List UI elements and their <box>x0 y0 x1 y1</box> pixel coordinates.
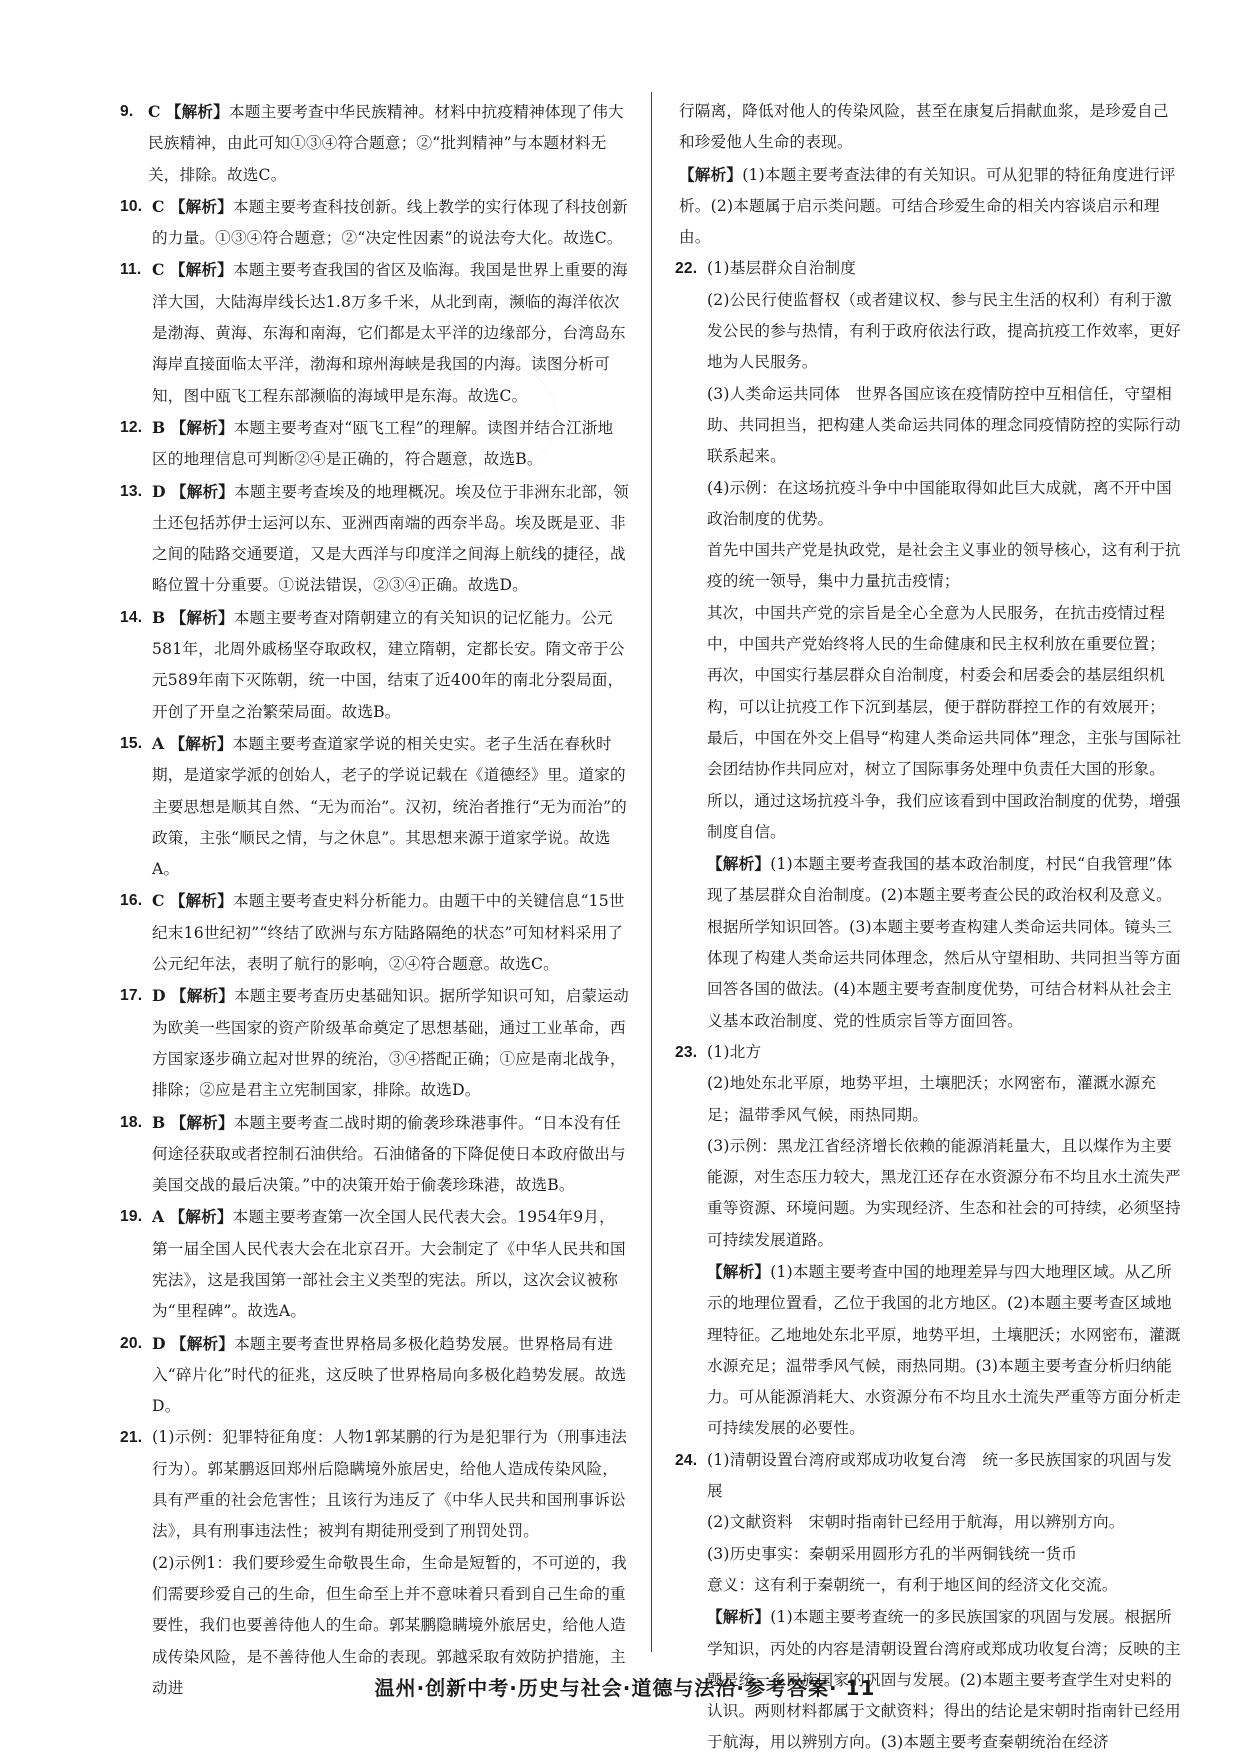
answer-text: 再次，中国实行基层群众自治制度，村委会和居委会的基层组织机构，可以让抗疫工作下沉到基层，便于群防群控工作的有效展开； <box>707 666 1166 716</box>
answer-22-part2 <box>679 285 1184 379</box>
answer-text: (1)示例：犯罪特征角度：人物1郭某鹏的行为是犯罪行为（刑事违法行为）。郭某鹏返回郑州后隐瞒境外旅居史，给他人造成传染风险，具有严重的社会危害性；且该行为违反了《中华人民共和国刑事诉讼法》，具有刑事违法性；被判有期徒刑受到了刑罚处罚。 <box>152 1428 628 1541</box>
answer-item-11 <box>120 254 629 411</box>
answer-letter: D <box>152 481 166 501</box>
answer-24-part3 <box>679 1539 1184 1570</box>
answer-22-analysis <box>679 848 1184 1037</box>
answer-text: (1)本题主要考查中国的地理差异与四大地理区域。从乙所示的地理位置看，乙位于我国的北方地区。(2)本题主要考查区域地理特征。乙地地处东北平原，地势平坦，土壤肥沃；水网密布，灌溉水源充足；温带季风气候，雨热同期。(3)本题主要考查分析归纳能力。可从能源消耗大、水资源分布不均且水土流失严重等方面分析走可持续发展的必要性。 <box>707 1262 1181 1438</box>
answer-item-9 <box>120 96 629 191</box>
question-number: 21. <box>120 1429 143 1447</box>
analysis-tag: 【解析】 <box>707 1261 771 1281</box>
question-number: 16. <box>120 892 143 910</box>
answer-letter: C <box>152 196 165 216</box>
question-number: 22. <box>675 260 698 278</box>
answer-text: 本题主要考查历史基础知识。据所学知识可知，启蒙运动为欧美一些国家的资产阶级革命奠定了思想基础，通过工业革命，西方国家逐步确立起对世界的统治，③④搭配正确；①应是南北战争，排除；②应是君主立宪制国家，排除。故选D。 <box>152 987 629 1100</box>
question-number: 10. <box>120 197 143 215</box>
answer-item-24 <box>675 1445 1184 1508</box>
answer-23-part3 <box>679 1131 1184 1256</box>
question-number: 20. <box>120 1334 143 1352</box>
analysis-tag: 【解析】 <box>169 1207 233 1227</box>
answer-text: 行隔离，降低对他人的传染风险，甚至在康复后捐献血浆，是珍爱自己和珍爱他人生命的表现。 <box>679 102 1169 152</box>
answer-22-part3 <box>679 379 1184 473</box>
answer-item-21 <box>120 1422 629 1547</box>
right-column <box>675 96 1184 1759</box>
answer-text: 本题主要考查我国的省区及临海。我国是世界上重要的海洋大国，大陆海岸线长达1.8万多千米，从北到南，濒临的海洋依次是渤海、黄海、东海和南海，它们都是太平洋的边缘部分，台湾岛东海岸直接面临太平洋，渤海和琼州海峡是我国的内海。读图分析可知，图中瓯飞工程东部濒临的海域甲是东海。故选C。 <box>152 261 628 405</box>
answer-text: 本题主要考查中华民族精神。材料中抗疫精神体现了伟大民族精神，由此可知①③④符合题意；②“批判精神”与本题材料无关，排除。故选C。 <box>148 103 624 184</box>
answer-text: 其次，中国共产党的宗旨是全心全意为人民服务，在抗击疫情过程中，中国共产党始终将人民的生命健康和民主权利放在重要位置； <box>707 603 1166 654</box>
analysis-tag: 【解析】 <box>170 607 234 627</box>
answer-text: 本题主要考查对“瓯飞工程”的理解。读图并结合江浙地区的地理信息可判断②④是正确的，符合题意，故选B。 <box>152 418 614 469</box>
answer-text: 本题主要考查世界格局多极化趋势发展。世界格局有进入“碎片化”时代的征兆，这反映了世界格局向多极化趋势发展。故选D。 <box>152 1334 627 1416</box>
answer-text: (2)示例1：我们要珍爱生命敬畏生命，生命是短暂的，不可逆的，我们需要珍爱自己的生命，但生命至上并不意味着只看到自己生命的重要性，我们也要善待他人的生命。郭某鹏隐瞒境外旅居史，给他人造成传染风险，是不善待他人生命的表现。郭越采取有效防护措施，主动进 <box>152 1553 628 1697</box>
question-number: 19. <box>120 1208 143 1226</box>
answer-22-last <box>679 723 1184 786</box>
analysis-tag: 【解析】 <box>169 260 233 280</box>
question-number: 11. <box>120 261 142 279</box>
answer-letter: C <box>148 102 161 121</box>
answer-letter: C <box>152 891 165 911</box>
answer-letter: B <box>152 417 166 437</box>
analysis-tag: 【解析】 <box>707 1607 771 1627</box>
answer-item-13 <box>120 476 629 602</box>
answer-letter: D <box>152 1333 166 1353</box>
question-number: 18. <box>120 1113 143 1131</box>
question-number: 14. <box>120 608 143 626</box>
answer-22-second <box>679 598 1184 661</box>
answer-text: (3)人类命运共同体 世界各国应该在疫情防控中互相信任，守望相助、共同担当，把构建人类命运共同体的理念同疫情防控的实际行动联系起来。 <box>707 384 1181 466</box>
answer-item-17 <box>120 980 629 1106</box>
answer-text: 所以，通过这场抗疫斗争，我们应该看到中国政治制度的优势，增强制度自信。 <box>707 791 1181 841</box>
answer-24-part2 <box>679 1507 1184 1538</box>
answer-text: (1)北方 <box>707 1042 762 1061</box>
question-number: 24. <box>675 1451 698 1469</box>
answer-text: 本题主要考查道家学说的相关史实。老子生活在春秋时期，是道家学派的创始人，老子的学说记载在《道德经》里。道家的主要思想是顺其自然、“无为而治”。汉初，统治者推行“无为而治”的政策，主张“顺民之情，与之休息”。其思想来源于道家学说。故选A。 <box>152 734 627 879</box>
question-number: 13. <box>120 482 143 500</box>
answer-22-conclusion <box>679 786 1184 849</box>
answer-text: (2)文献资料 宋朝时指南针已经用于航海，用以辨别方向。 <box>707 1513 1125 1532</box>
answer-text: (3)示例：黑龙江省经济增长依赖的能源消耗量大，且以煤作为主要能源，对生态压力较大，黑龙江还存在水资源分布不均且水土流失严重等资源、环境问题。为实现经济、生态和社会的可持续，必须坚持可持续发展道路。 <box>707 1136 1181 1249</box>
column-divider <box>651 92 652 1652</box>
answer-22-first <box>679 535 1184 598</box>
answer-letter: A <box>152 733 165 753</box>
answer-letter: D <box>152 986 166 1006</box>
analysis-tag: 【解析】 <box>170 1333 235 1353</box>
answer-text: (1)本题主要考查统一的多民族国家的巩固与发展。根据所学知识，丙处的内容是清朝设置台湾府或郑成功收复台湾；反映的主题是统一多民族国家的巩固与发展。(2)本题主要考查学生对史料的认识。两则材料都属于文献资料；得出的结论是宋朝时指南针已经用于航海，用以辨别方向。(3)本题主要考查秦朝统治在经济 <box>707 1608 1181 1752</box>
question-number: 17. <box>120 987 143 1005</box>
answer-item-10 <box>120 191 629 255</box>
answer-23-analysis <box>679 1256 1184 1445</box>
answer-text: 首先中国共产党是执政党，是社会主义事业的领导核心，这有利于抗疫的统一领导，集中力量抗击疫情； <box>707 541 1181 591</box>
answer-24-meaning <box>679 1570 1184 1601</box>
answer-23-part2 <box>679 1068 1184 1131</box>
page-footer: 温州·创新中考·历史与社会·道德与法治·参考答案· 11 <box>374 1676 876 1700</box>
question-number: 23. <box>675 1043 698 1061</box>
question-number: 15. <box>120 734 143 752</box>
answer-text: 最后，中国在外交上倡导“构建人类命运共同体”理念，主张与国际社会团结协作共同应对，树立了国际事务处理中负责任大国的形象。 <box>707 728 1182 779</box>
answer-text: (2)地处东北平原，地势平坦，土壤肥沃；水网密布，灌溉水源充足；温带季风气候，雨热同期。 <box>707 1074 1157 1124</box>
answer-text: (1)本题主要考查我国的基本政治制度，村民“自我管理”体现了基层群众自治制度。(2)本题主要考查公民的政治权利及意义。根据所学知识回答。(3)本题主要考查构建人类命运共同体。镜头三体现了构建人类命运共同体理念，然后从守望相助、共同担当等方面回答各国的做法。(4)本题主要考查制度优势，可结合材料从社会主义基本政治制度、党的性质宗旨等方面回答。 <box>707 855 1181 1030</box>
answer-22-part4 <box>679 473 1184 536</box>
answer-item-14 <box>120 602 629 728</box>
answer-text: (1)基层群众自治制度 <box>707 259 857 278</box>
answer-22-third <box>679 660 1184 723</box>
answer-text: 本题主要考查埃及的地理概况。埃及位于非洲东北部，领土还包括苏伊士运河以东、亚洲西南端的西奈半岛。埃及既是亚、非之间的陆路交通要道，又是大西洋与印度洋之间海上航线的捷径，战略位置十分重要。①说法错误，②③④正确。故选D。 <box>152 482 629 595</box>
answer-item-22 <box>675 253 1184 284</box>
answer-item-18 <box>120 1107 629 1202</box>
answer-text: 本题主要考查对隋朝建立的有关知识的记忆能力。公元581年，北周外戚杨坚夺取政权，建立隋朝，定都长安。隋文帝于公元589年南下灭陈朝，统一中国，结束了近400年的南北分裂局面，开创了开皇之治繁荣局面。故选B。 <box>152 608 625 721</box>
analysis-tag: 【解析】 <box>169 733 233 753</box>
answer-21-analysis <box>679 159 1184 254</box>
analysis-tag: 【解析】 <box>170 1112 234 1132</box>
answer-text: 本题主要考查史料分析能力。由题干中的关键信息“15世纪末16世纪初”“终结了欧洲与东方陆路隔绝的状态”可知材料采用了公元纪年法，表明了航行的影响，②④符合题意。故选C。 <box>152 892 625 974</box>
answer-text: (2)公民行使监督权（或者建议权、参与民主生活的权利）有利于激发公民的参与热情，有利于政府依法行政，提高抗疫工作效率，更好地为人民服务。 <box>707 290 1181 372</box>
question-number: 12. <box>120 418 143 436</box>
answer-item-15 <box>120 728 629 885</box>
answer-letter: B <box>152 607 166 627</box>
answer-letter: A <box>152 1207 165 1227</box>
answer-text: (3)历史事实：秦朝采用圆形方孔的半两铜钱统一货币 <box>707 1544 1078 1563</box>
answer-item-20 <box>120 1328 629 1423</box>
question-number: 9. <box>120 103 134 120</box>
answer-letter: C <box>152 260 165 280</box>
answer-text: (1)本题主要考查法律的有关知识。可从犯罪的特征角度进行评析。(2)本题属于启示类问题。可结合珍爱生命的相关内容谈启示和理由。 <box>679 165 1176 247</box>
answer-text: 本题主要考查二战时期的偷袭珍珠港事件。“日本没有任何途径获取或者控制石油供给。石油储备的下降促使日本政府做出与美国交战的最后决策。”中的决策开始于偷袭珍珠港，故选B。 <box>152 1113 626 1195</box>
answer-text: 意义：这有利于秦朝统一，有利于地区间的经济文化交流。 <box>707 1575 1118 1594</box>
analysis-tag: 【解析】 <box>679 164 743 184</box>
analysis-tag: 【解析】 <box>169 196 233 216</box>
left-column <box>120 96 629 1704</box>
analysis-tag: 【解析】 <box>707 854 771 874</box>
analysis-tag: 【解析】 <box>169 891 233 911</box>
answer-text: (4)示例：在这场抗疫斗争中中国能取得如此巨大成就，离不开中国政治制度的优势。 <box>707 478 1172 528</box>
analysis-tag: 【解析】 <box>170 481 235 501</box>
answer-text: (1)清朝设置台湾府或郑成功收复台湾 统一多民族国家的巩固与发展 <box>707 1450 1172 1501</box>
answer-21-continued <box>679 96 1184 159</box>
analysis-tag: 【解析】 <box>165 102 229 121</box>
answer-text: 本题主要考查第一次全国人民代表大会。1954年9月，第一届全国人民代表大会在北京召开。大会制定了《中华人民共和国宪法》，这是我国第一部社会主义类型的宪法。所以，这次会议被称为“里程碑”。故选A。 <box>152 1208 626 1321</box>
answer-letter: B <box>152 1112 166 1132</box>
analysis-tag: 【解析】 <box>170 986 235 1006</box>
answer-item-23 <box>675 1037 1184 1068</box>
answer-item-16 <box>120 885 629 980</box>
answer-item-19 <box>120 1201 629 1327</box>
analysis-tag: 【解析】 <box>170 417 234 437</box>
answer-text: 本题主要考查科技创新。线上教学的实行体现了科技创新的力量。①③④符合题意；②“决定性因素”的说法夸大化。故选C。 <box>152 197 628 248</box>
answer-item-12 <box>120 412 629 476</box>
